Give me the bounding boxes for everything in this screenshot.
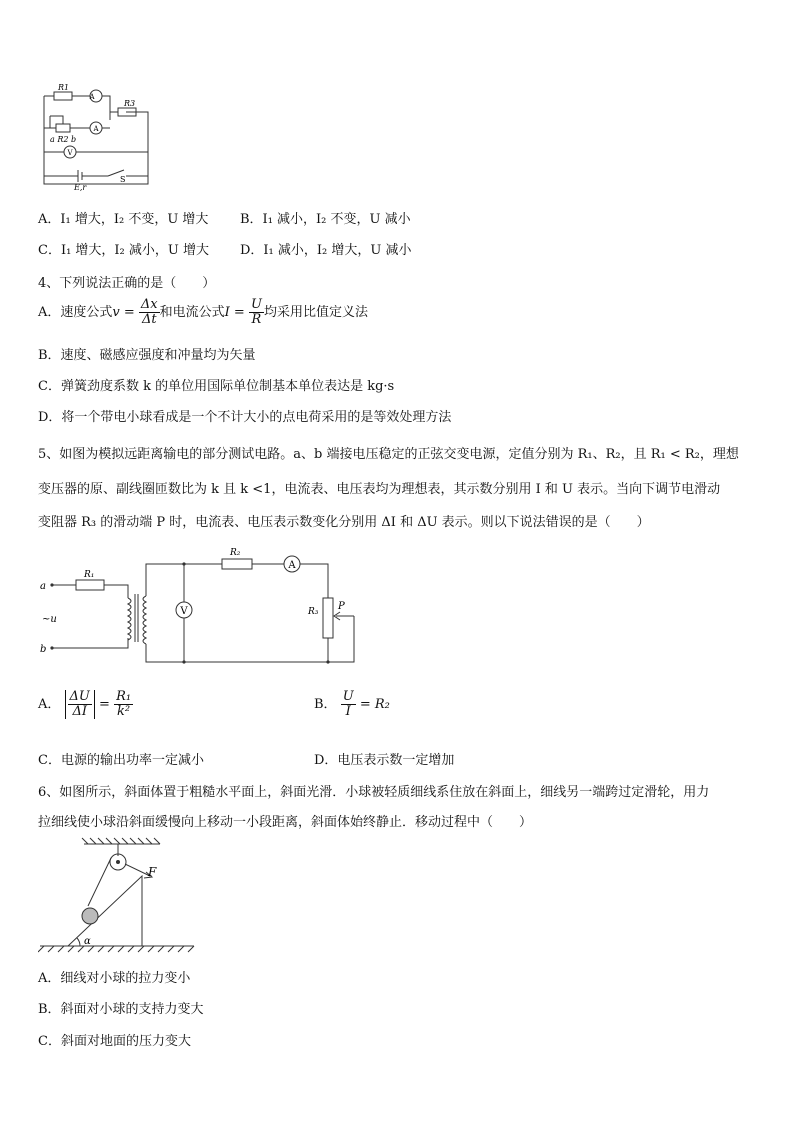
q5-stem-line1: 5、如图为模拟远距离输电的部分测试电路。a、b 端接电压稳定的正弦交变电源，定值分别为 R₁、R₂，且 R₁ < R₂，理想 [38, 447, 739, 462]
q5-stem-line3: 变阻器 R₃ 的滑动端 P 时，电流表、电压表示数变化分别用 ΔI 和 ΔU 表示。则以下说法错误的是（ ） [38, 515, 650, 530]
q5-option-c: C．电源的输出功率一定减小 [38, 753, 204, 768]
q5-a-frac2 [114, 690, 133, 719]
q3-option-a: A．I₁ 增大，I₂ 不变，U 增大 [38, 212, 209, 227]
q5-stem-line2: 变压器的原、副线圈匝数比为 k 且 k <1，电流表、电压表均为理想表，其示数分别用 I 和 U 表示。当向下调节电滑动 [38, 482, 721, 497]
q5-a-den2: k² [117, 704, 131, 719]
q4-a-num2: U [250, 297, 262, 312]
q5-a-abs [65, 690, 95, 719]
q6-ball [82, 908, 98, 924]
q5-b-rhs: = R₂ [359, 697, 390, 712]
q5-a-num1: ΔU [69, 689, 90, 704]
q4-a-v: v = [112, 305, 135, 320]
q3-option-c: C．I₁ 增大，I₂ 减小，U 增大 [38, 243, 209, 258]
q5-a-label: A． [38, 697, 61, 712]
q4-a-frac2 [249, 298, 264, 327]
q5-option-d: D．电压表示数一定增加 [314, 753, 455, 768]
q4-a-den1: Δt [141, 312, 157, 327]
q5-label-r2: R₂ [230, 548, 241, 558]
q6-incline-figure [38, 836, 198, 956]
q3-label-s: S [120, 175, 126, 184]
q5-label-r1: R₁ [84, 570, 95, 580]
q4-a-num1: Δx [140, 297, 158, 312]
q3-ammeter1: A [89, 93, 95, 101]
q4-a-den2: R [251, 312, 262, 327]
q5-b-den: I [345, 704, 351, 719]
q4-stem: 4、下列说法正确的是（ ） [38, 276, 216, 291]
q6-option-b: B．斜面对小球的支持力变大 [38, 1002, 204, 1017]
q3-label-v: V [67, 149, 73, 157]
q6-option-a: A．细线对小球的拉力变小 [38, 971, 191, 986]
q6-stem-line2: 拉细线使小球沿斜面缓慢向上移动一小段距离，斜面体始终静止．移动过程中（ ） [38, 815, 533, 830]
q4-a-prefix: A．速度公式 [38, 305, 113, 320]
q3-label-r1: R1 [58, 84, 70, 92]
q6-label-f: F [148, 865, 157, 879]
q6-label-alpha: α [84, 936, 91, 947]
q5-b-frac [341, 690, 356, 719]
q3-label-er: E,r [74, 183, 87, 192]
q5-option-b [314, 690, 390, 719]
q3-option-d: D．I₁ 减小，I₂ 增大，U 减小 [240, 243, 412, 258]
q4-a-i: I = [224, 305, 245, 320]
q5-a-eq: = [99, 697, 110, 712]
q5-label-u: ~u [42, 614, 57, 625]
q4-option-a [38, 298, 368, 327]
q4-option-b: B．速度、磁感应强度和冲量均为矢量 [38, 348, 256, 363]
q4-a-mid: 和电流公式 [159, 305, 225, 320]
q5-label-p: P [338, 601, 345, 612]
q4-a-post: 均采用比值定义法 [263, 305, 368, 320]
q5-label-r3: R₃ [308, 607, 319, 617]
q5-b-label: B． [314, 697, 337, 712]
q4-option-d: D．将一个带电小球看成是一个不计大小的点电荷采用的是等效处理方法 [38, 410, 452, 425]
q5-label-a: a [40, 581, 46, 592]
q6-option-c: C．斜面对地面的压力变大 [38, 1034, 191, 1049]
q4-option-c: C．弹簧劲度系数 k 的单位用国际单位制基本单位表达是 kg·s [38, 379, 395, 394]
q5-option-a [38, 690, 133, 719]
q3-circuit-figure [38, 84, 156, 192]
q5-label-ammeter: A [288, 560, 296, 571]
q3-label-ab: a R2 b [50, 135, 77, 144]
q4-a-frac1 [139, 298, 160, 327]
q5-circuit-figure [36, 538, 366, 668]
q3-label-r3: R3 [124, 99, 136, 108]
q5-a-num2: R₁ [116, 689, 132, 704]
q3-ammeter2: A [93, 125, 99, 133]
q3-option-b: B．I₁ 减小，I₂ 不变，U 减小 [240, 212, 411, 227]
q5-b-num: U [342, 689, 354, 704]
q5-a-den1: ΔI [72, 704, 87, 719]
q5-label-b: b [40, 644, 47, 655]
q5-label-voltmeter: V [180, 606, 188, 617]
q6-stem-line1: 6、如图所示，斜面体置于粗糙水平面上，斜面光滑．小球被轻质细线系住放在斜面上，细线另一端跨过定滑轮，用力 [38, 785, 710, 800]
